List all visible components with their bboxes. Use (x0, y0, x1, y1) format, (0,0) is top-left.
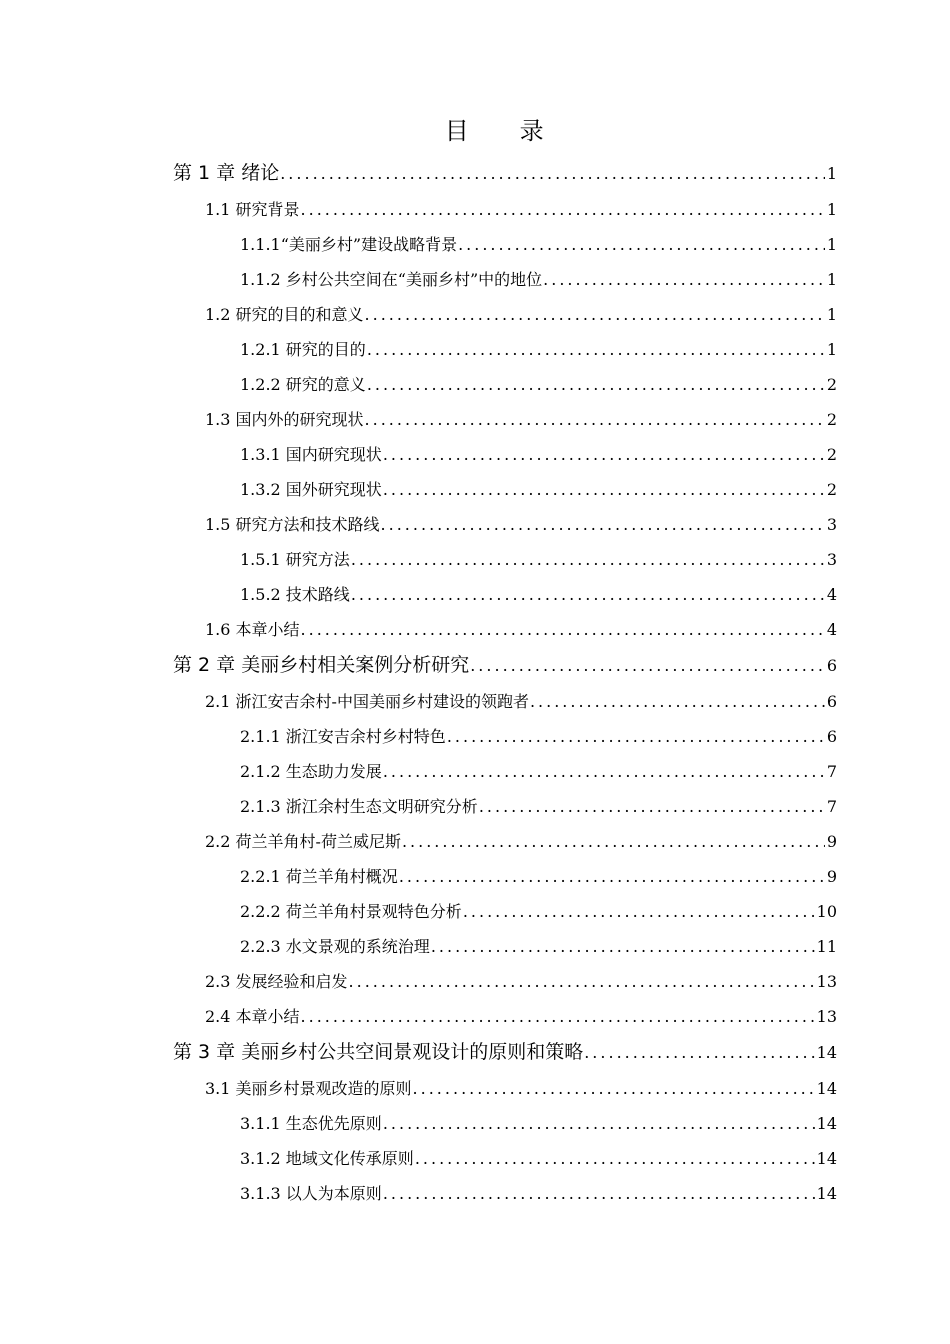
toc-entry-label: 1.2.2 研究的意义 (240, 375, 366, 394)
dot-leader (382, 1176, 815, 1211)
toc-entry-page: 4 (826, 585, 837, 604)
toc-entry[interactable] (0, 155, 837, 192)
toc-entry-label: 1.3.1 国内研究现状 (240, 445, 382, 464)
toc-entry[interactable] (0, 192, 837, 227)
toc-entry-label: 1.2.1 研究的目的 (240, 340, 366, 359)
dot-leader (529, 684, 825, 719)
toc-entry-label: 1.5 研究方法和技术路线 (205, 515, 380, 534)
toc-entry-label: 1.1.2 乡村公共空间在“美丽乡村”中的地位 (240, 270, 543, 289)
toc-entry-page: 1 (826, 235, 837, 254)
toc-entry[interactable] (0, 1071, 837, 1106)
toc-entry-page: 14 (816, 1114, 837, 1133)
dot-leader (364, 297, 825, 332)
toc-entry-label: 2.1.3 浙江余村生态文明研究分析 (240, 797, 478, 816)
toc-entry-label: 2.3 发展经验和启发 (205, 972, 348, 991)
dot-leader (583, 1034, 814, 1071)
dot-leader (398, 859, 825, 894)
toc-entry[interactable] (0, 542, 837, 577)
toc-entry-page: 9 (826, 867, 837, 886)
toc-entry-label: 1.5.1 研究方法 (240, 550, 350, 569)
toc-entry[interactable] (0, 999, 837, 1034)
toc-entry[interactable] (0, 437, 837, 472)
toc-entry-page: 1 (826, 164, 837, 183)
toc-entry-label: 1.1.1“美丽乡村”建设战略背景 (240, 235, 458, 254)
toc-entry[interactable] (0, 367, 837, 402)
dot-leader (366, 332, 825, 367)
toc-entry-page: 14 (816, 1043, 837, 1062)
toc-entry-page: 7 (826, 762, 837, 781)
toc-entry-label: 第 3 章 美丽乡村公共空间景观设计的原则和策略 (173, 1041, 584, 1063)
toc-entry-page: 6 (826, 727, 837, 746)
toc-entry-label: 2.1.2 生态助力发展 (240, 762, 382, 781)
dot-leader (348, 964, 815, 999)
toc-entry-page: 6 (826, 692, 837, 711)
toc-entry-label: 2.2.2 荷兰羊角村景观特色分析 (240, 902, 462, 921)
toc-entry-page: 2 (826, 480, 837, 499)
dot-leader (380, 507, 825, 542)
toc-entry-label: 第 2 章 美丽乡村相关案例分析研究 (173, 654, 470, 676)
toc-entry-label: 1.3 国内外的研究现状 (205, 410, 364, 429)
dot-leader (401, 824, 825, 859)
dot-leader (382, 754, 825, 789)
dot-leader (364, 402, 825, 437)
toc-entry-label: 3.1.1 生态优先原则 (240, 1114, 382, 1133)
dot-leader (279, 155, 825, 192)
toc-entry[interactable] (0, 754, 837, 789)
toc-entry[interactable] (0, 929, 837, 964)
toc-entry-page: 7 (826, 797, 837, 816)
dot-leader (430, 929, 815, 964)
toc-entry-page: 10 (816, 902, 837, 921)
dot-leader (542, 262, 825, 297)
toc-entry[interactable] (0, 1176, 837, 1211)
toc-entry-page: 14 (816, 1184, 837, 1203)
dot-leader (300, 192, 825, 227)
dot-leader (382, 472, 825, 507)
toc-entry-label: 2.4 本章小结 (205, 1007, 300, 1026)
dot-leader (350, 542, 825, 577)
toc-entry-label: 1.6 本章小结 (205, 620, 300, 639)
toc-entry[interactable] (0, 332, 837, 367)
toc-entry-page: 11 (816, 937, 837, 956)
toc-entry[interactable] (0, 577, 837, 612)
toc-entry-label: 3.1 美丽乡村景观改造的原则 (205, 1079, 412, 1098)
toc-entry[interactable] (0, 262, 837, 297)
toc-entry-label: 3.1.3 以人为本原则 (240, 1184, 382, 1203)
dot-leader (462, 894, 815, 929)
dot-leader (446, 719, 825, 754)
toc-entry-page: 9 (826, 832, 837, 851)
dot-leader (366, 367, 825, 402)
toc-entry-page: 2 (826, 445, 837, 464)
toc-entry-page: 4 (826, 620, 837, 639)
dot-leader (478, 789, 825, 824)
toc-entry-label: 2.1.1 浙江安吉余村乡村特色 (240, 727, 446, 746)
page-title: 目 录 (444, 117, 566, 145)
dot-leader (382, 437, 825, 472)
toc-entry-label: 第 1 章 绪论 (173, 162, 280, 184)
dot-leader (469, 647, 825, 684)
toc-entry[interactable] (0, 684, 837, 719)
toc-entry-page: 3 (826, 550, 837, 569)
toc-entry[interactable] (0, 1034, 837, 1071)
toc-entry-label: 3.1.2 地域文化传承原则 (240, 1149, 414, 1168)
toc-entry[interactable] (0, 612, 837, 647)
dot-leader (300, 612, 825, 647)
toc-entry-page: 1 (826, 340, 837, 359)
toc-entry-page: 2 (826, 375, 837, 394)
dot-leader (414, 1141, 815, 1176)
toc-entry[interactable] (0, 1106, 837, 1141)
dot-leader (300, 999, 815, 1034)
toc-entry[interactable] (0, 1141, 837, 1176)
toc-entry-page: 1 (826, 305, 837, 324)
toc-entry-label: 2.2.3 水文景观的系统治理 (240, 937, 430, 956)
toc-entry[interactable] (0, 647, 837, 684)
toc-entry[interactable] (0, 507, 837, 542)
toc-entry-page: 6 (826, 656, 837, 675)
toc-entry-label: 2.2.1 荷兰羊角村概况 (240, 867, 398, 886)
toc-entry[interactable] (0, 964, 837, 999)
toc-entry[interactable] (0, 719, 837, 754)
toc-entry-page: 14 (816, 1149, 837, 1168)
toc-entry[interactable] (0, 472, 837, 507)
dot-leader (350, 577, 825, 612)
toc-entry-page: 13 (816, 1007, 837, 1026)
toc-entry-label: 1.5.2 技术路线 (240, 585, 350, 604)
toc-entry-page: 1 (826, 270, 837, 289)
toc-entry-page: 3 (826, 515, 837, 534)
toc-entry[interactable] (0, 297, 837, 332)
toc-entry-page: 2 (826, 410, 837, 429)
table-of-contents (0, 155, 950, 1211)
dot-leader (382, 1106, 815, 1141)
toc-entry-page: 14 (816, 1079, 837, 1098)
toc-entry-page: 13 (816, 972, 837, 991)
toc-entry[interactable] (0, 402, 837, 437)
toc-entry[interactable] (0, 227, 837, 262)
toc-entry-label: 2.2 荷兰羊角村-荷兰威尼斯 (205, 832, 401, 851)
dot-leader (457, 227, 825, 262)
toc-entry[interactable] (0, 789, 837, 824)
toc-entry-label: 1.2 研究的目的和意义 (205, 305, 364, 324)
toc-entry-label: 1.3.2 国外研究现状 (240, 480, 382, 499)
toc-entry-label: 2.1 浙江安吉余村-中国美丽乡村建设的领跑者 (205, 692, 529, 711)
toc-entry[interactable] (0, 824, 837, 859)
toc-entry-page: 1 (826, 200, 837, 219)
toc-entry[interactable] (0, 859, 837, 894)
toc-entry-label: 1.1 研究背景 (205, 200, 300, 219)
dot-leader (412, 1071, 815, 1106)
toc-entry[interactable] (0, 894, 837, 929)
